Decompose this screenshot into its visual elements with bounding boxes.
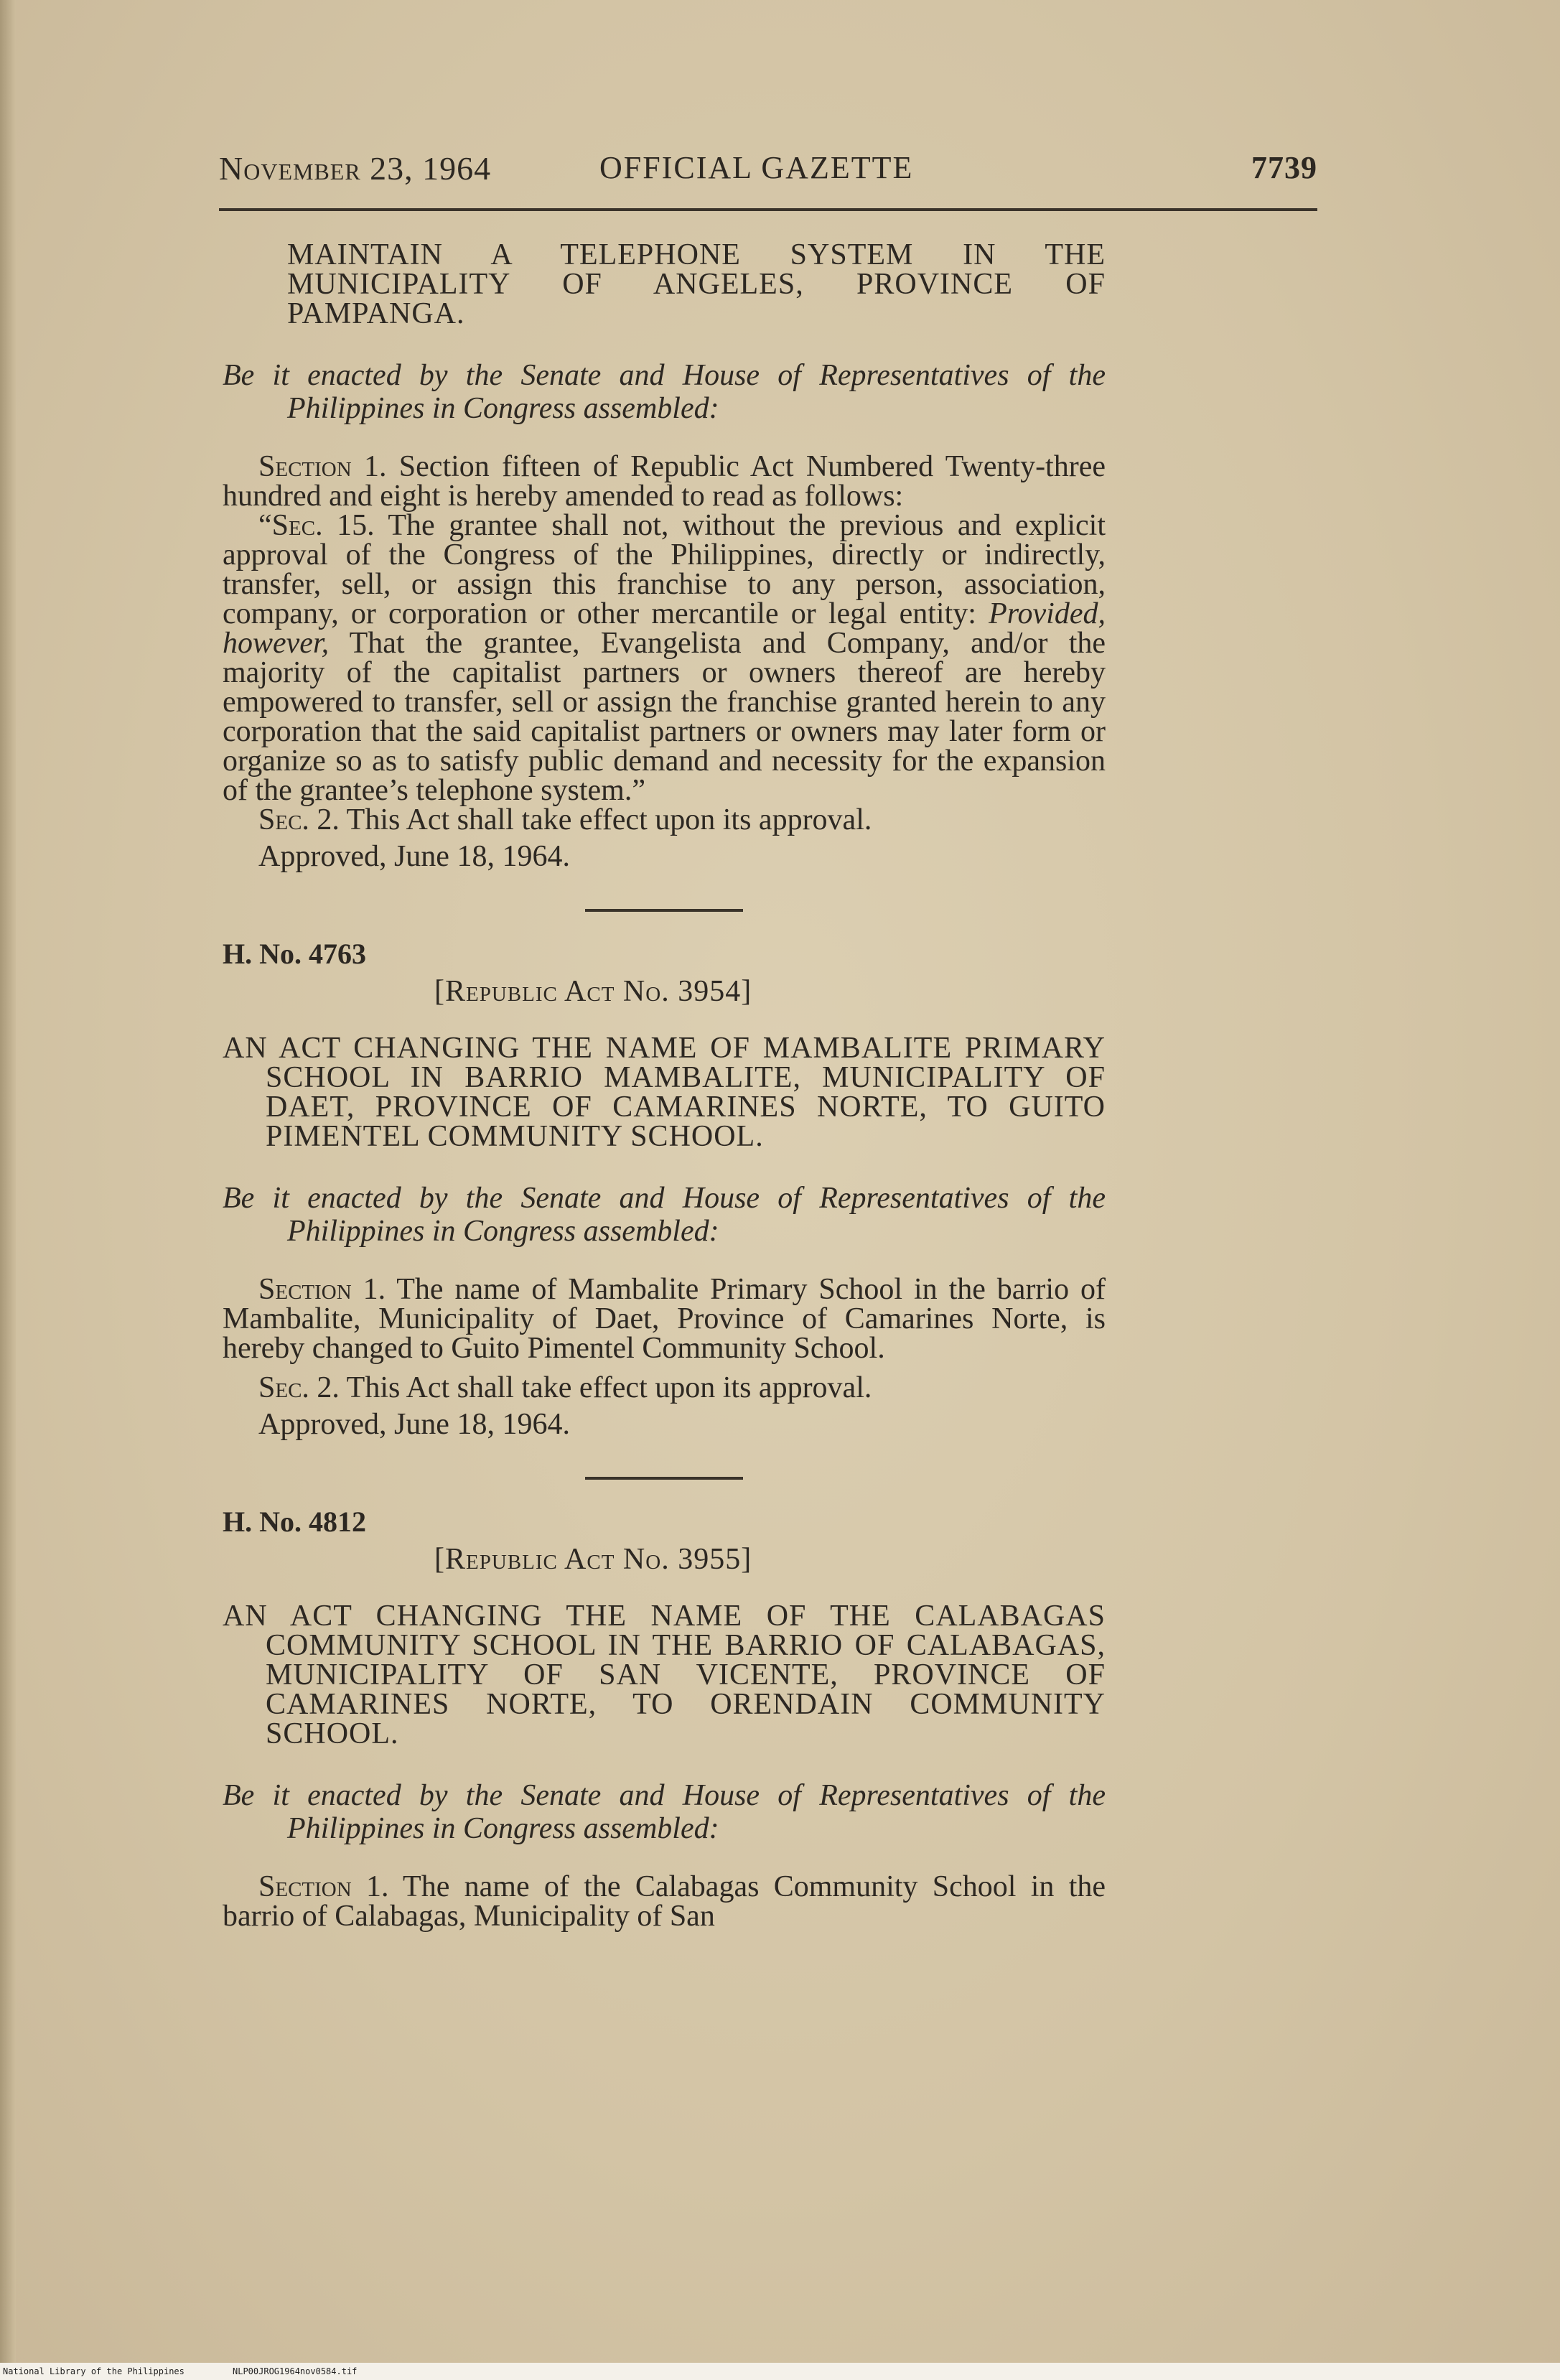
- running-header: [219, 149, 1317, 200]
- header-rule: [219, 208, 1317, 211]
- section-1: [223, 1872, 1106, 1931]
- section-text: 1. The name of the Calabagas Community School in the barrio of Calabagas, Municipality of San: [223, 1870, 1106, 1933]
- section-1: [223, 452, 1106, 511]
- house-bill-number: H. No. 4763: [223, 938, 366, 970]
- approval-date: Approved, June 18, 1964.: [258, 1408, 570, 1441]
- enacting-clause: Be it enacted by the Senate and House of Representatives of the Philippines in Congress assembled:: [223, 359, 1106, 425]
- scan-filename: NLP00JROG1964nov0584.tif: [233, 2366, 358, 2376]
- section-text: 1. The name of Mambalite Primary School in the barrio of Mambalite, Municipality of Daet, Province of Camarines Norte, is hereby changed to Guito Pimentel Community School.: [223, 1273, 1106, 1365]
- section-1: [223, 1275, 1106, 1363]
- section-label: Sec.: [258, 1371, 309, 1404]
- act-divider: [585, 1477, 743, 1480]
- republic-act-number: [Republic Act No. 3954]: [434, 975, 752, 1008]
- page-number: 7739: [1251, 150, 1317, 185]
- approval-date: Approved, June 18, 1964.: [258, 840, 570, 873]
- section-2: [223, 1373, 1106, 1403]
- section-label: Section: [258, 1273, 352, 1306]
- act-republic-act-3955: [223, 1507, 1106, 1931]
- republic-act-number: [Republic Act No. 3955]: [434, 1543, 752, 1576]
- act-republic-act-3954: [223, 939, 1106, 1439]
- section-text: 15. The grantee shall not, without the previous and explicit approval of the Congress of the Philippines, directly or indirectly, transfer, sell, or assign this franchise to any person, association, company, or corporation or other mercantile or legal entity:: [223, 509, 1106, 630]
- act-title-continued: MAINTAIN A TELEPHONE SYSTEM IN THE MUNICIPALITY OF ANGELES, PROVINCE OF PAMPANGA.: [287, 238, 1106, 330]
- act-divider: [585, 909, 743, 912]
- proviso: Provided, however,: [223, 597, 1106, 660]
- header-title: OFFICIAL GAZETTE: [599, 150, 914, 185]
- section-text: 2. This Act shall take effect upon its approval.: [309, 803, 872, 836]
- section-text: 1. Section fifteen of Republic Act Numbered Twenty-three hundred and eight is hereby amended to read as follows:: [223, 450, 1106, 513]
- act-title: AN ACT CHANGING THE NAME OF THE CALABAGAS COMMUNITY SCHOOL IN THE BARRIO OF CALABAGAS, MUNICIPALITY OF SAN VICENTE, PROVINCE OF CAMARINES NORTE, TO ORENDAIN COMMUNITY SCHOOL.: [223, 1600, 1106, 1750]
- section-label: Section: [258, 1870, 352, 1903]
- scan-footer: [0, 2363, 1560, 2380]
- page-spine-shadow: [0, 0, 16, 2380]
- enacting-clause: Be it enacted by the Senate and House of Representatives of the Philippines in Congress assembled:: [223, 1182, 1106, 1248]
- section-label: Section: [258, 450, 352, 483]
- open-quote: “: [258, 509, 272, 542]
- act-telephone-franchise: [223, 238, 1106, 873]
- amended-section-15: [223, 511, 1106, 806]
- section-text: 2. This Act shall take effect upon its approval.: [309, 1371, 872, 1404]
- section-label: Sec.: [258, 803, 309, 836]
- library-credit: National Library of the Philippines: [3, 2366, 185, 2376]
- act-title: AN ACT CHANGING THE NAME OF MAMBALITE PRIMARY SCHOOL IN BARRIO MAMBALITE, MUNICIPALITY OF DAET, PROVINCE OF CAMARINES NORTE, TO GUITO PIMENTEL COMMUNITY SCHOOL.: [223, 1032, 1106, 1153]
- section-text-continued: That the grantee, Evangelista and Company, and/or the majority of the capitalist partners or owners thereof are hereby empowered to transfer, sell or assign the franchise granted herein to any corporation that the said capitalist partners or owners may later form or organize so as to satisfy public demand and necessity for the expansion of the grantee’s telephone system.”: [223, 627, 1106, 807]
- section-label: Sec.: [271, 509, 323, 542]
- header-date: November 23, 1964: [219, 150, 492, 187]
- section-2: [223, 803, 1106, 836]
- page-body: [223, 238, 1106, 1933]
- house-bill-number: H. No. 4812: [223, 1506, 366, 1538]
- enacting-clause: Be it enacted by the Senate and House of Representatives of the Philippines in Congress assembled:: [223, 1779, 1106, 1845]
